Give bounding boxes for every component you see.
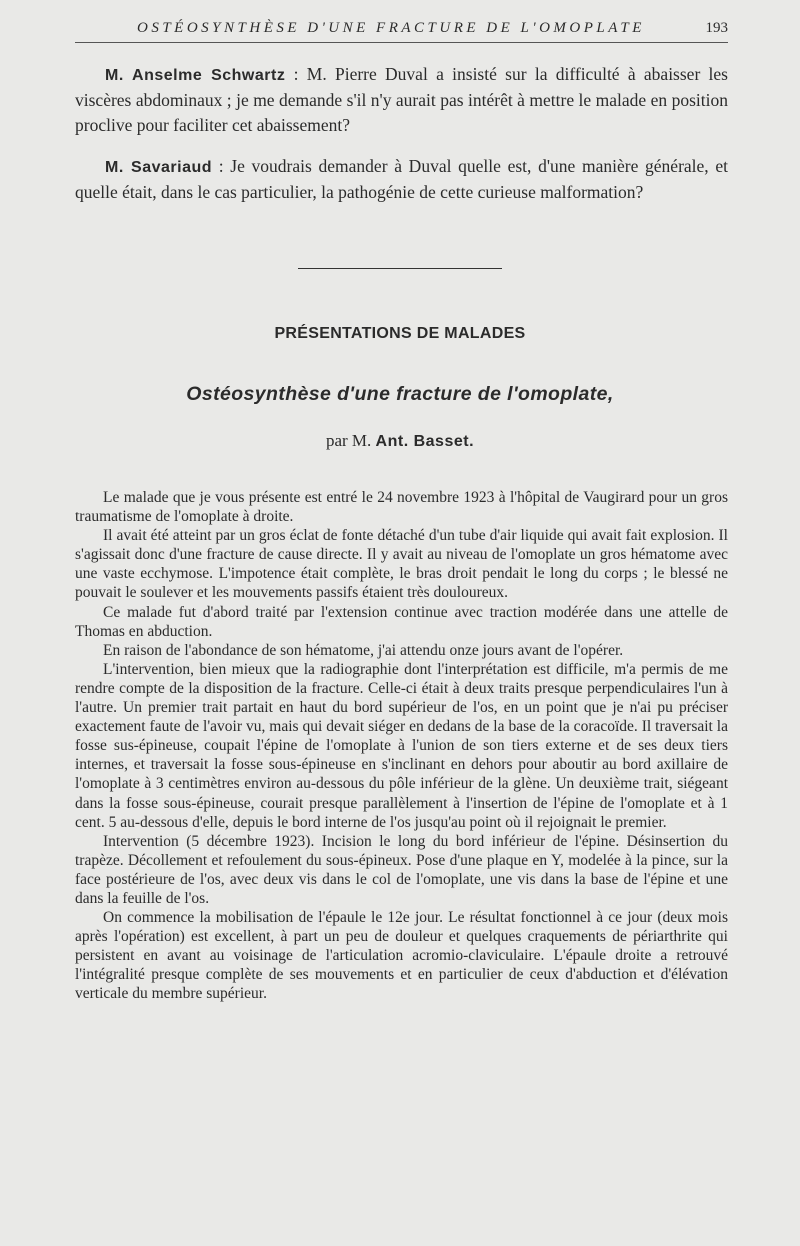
remark-text: : M. Pierre Duval a insisté sur la difficulté à abaisser les viscères abdominaux ; je me demande s'il n'y aurait pas intérêt à mettre le malade en position proclive pour faciliter cet abaissement? xyxy=(75,64,728,135)
article-paragraph: Intervention (5 décembre 1923). Incision le long du bord inférieur de l'épine. Désinsertion du trapèze. Décollement et refoulement du sous-épineux. Pose d'une plaque en Y, modelée à la pince, sur la face postérieure de l'os, avec deux vis dans le col de l'omoplate, une vis dans la base de l'épine et une dans la feuille de l'os. xyxy=(75,832,728,907)
article-paragraph: Le malade que je vous présente est entré le 24 novembre 1923 à l'hôpital de Vaugirard pour un gros traumatisme de l'omoplate à droite. xyxy=(75,489,728,526)
running-title: OSTÉOSYNTHÈSE D'UNE FRACTURE DE L'OMOPLATE xyxy=(137,20,645,36)
article-body xyxy=(75,488,728,1004)
author-name: Ant. Basset. xyxy=(375,433,475,450)
discussion-remark-savariaud xyxy=(75,154,728,205)
speaker-name: M. Anselme Schwartz xyxy=(105,67,286,84)
discussion-paragraph xyxy=(75,62,728,138)
byline-prefix: par M. xyxy=(325,431,376,450)
discussion-remark-schwartz xyxy=(75,62,728,138)
section-heading: PRÉSENTATIONS DE MALADES xyxy=(274,325,526,342)
article-paragraph: Ce malade fut d'abord traité par l'extension continue avec traction modérée dans une attelle de Thomas en abduction. xyxy=(75,603,728,640)
article-paragraph: Il avait été atteint par un gros éclat de fonte détaché d'un tube d'air liquide qui avait fait explosion. Il s'agissait donc d'une fracture de cause directe. Il y avait au niveau de l'omoplate un gros hématome avec une vaste ecchymose. L'impotence était complète, le bras droit pendait le long du corps ; le blessé ne pouvait le soulever et les mouvements passifs étaient très douloureux. xyxy=(75,527,728,602)
speaker-name: M. Savariaud xyxy=(105,159,213,176)
article-paragraph: On commence la mobilisation de l'épaule le 12e jour. Le résultat fonctionnel à ce jour (deux mois après l'opération) est excellent, à part un peu de douleur et quelques craquements de périarthrite qui persistent en avant au voisinage de l'articulation acromio-claviculaire. L'épaule droite a retrouvé l'intégralité presque complète de ses mouvements et en particulier de ceux d'abduction et d'élévation verticale du membre supérieur. xyxy=(75,909,728,1003)
remark-text: : Je voudrais demander à Duval quelle est, d'une manière générale, et quelle était, dans le cas particulier, la pathogénie de cette curieuse malformation? xyxy=(75,156,728,202)
article-paragraph: L'intervention, bien mieux que la radiographie dont l'interprétation est difficile, m'a permis de me rendre compte de la disposition de la fracture. Celle-ci était à deux traits presque perpendiculaires l'un à l'autre. Un premier trait partait en haut du bord supérieur de l'os, en un point que je n'ai pu préciser exactement faute de l'avoir vu, mais qui devait siéger en dedans de la base de la coracoïde. Il traversait la fosse sus-épineuse, coupait l'épine de l'omoplate à l'union de son tiers externe et de ses deux tiers internes, et traversait la fosse sous-épineuse en s'inclinant en dehors pour aboutir au bord axillaire de l'omoplate à 3 centimètres environ au-dessous du pôle inférieur de la glène. Un deuxième trait, siégeant dans la fosse sous-épineuse, courait presque parallèlement à l'insertion de l'épine de l'omoplate et à 1 cent. 5 au-dessous d'elle, depuis le bord interne de l'os jusqu'au point où il rejoignait le premier. xyxy=(75,660,728,831)
discussion-paragraph xyxy=(75,154,728,205)
page-number: 193 xyxy=(705,20,728,36)
section-divider xyxy=(298,268,502,269)
running-header xyxy=(75,20,728,43)
article-paragraph: En raison de l'abondance de son hématome, j'ai attendu onze jours avant de l'opérer. xyxy=(103,641,624,659)
article-byline xyxy=(0,431,800,451)
article-title: Ostéosynthèse d'une fracture de l'omoplate, xyxy=(186,383,614,405)
